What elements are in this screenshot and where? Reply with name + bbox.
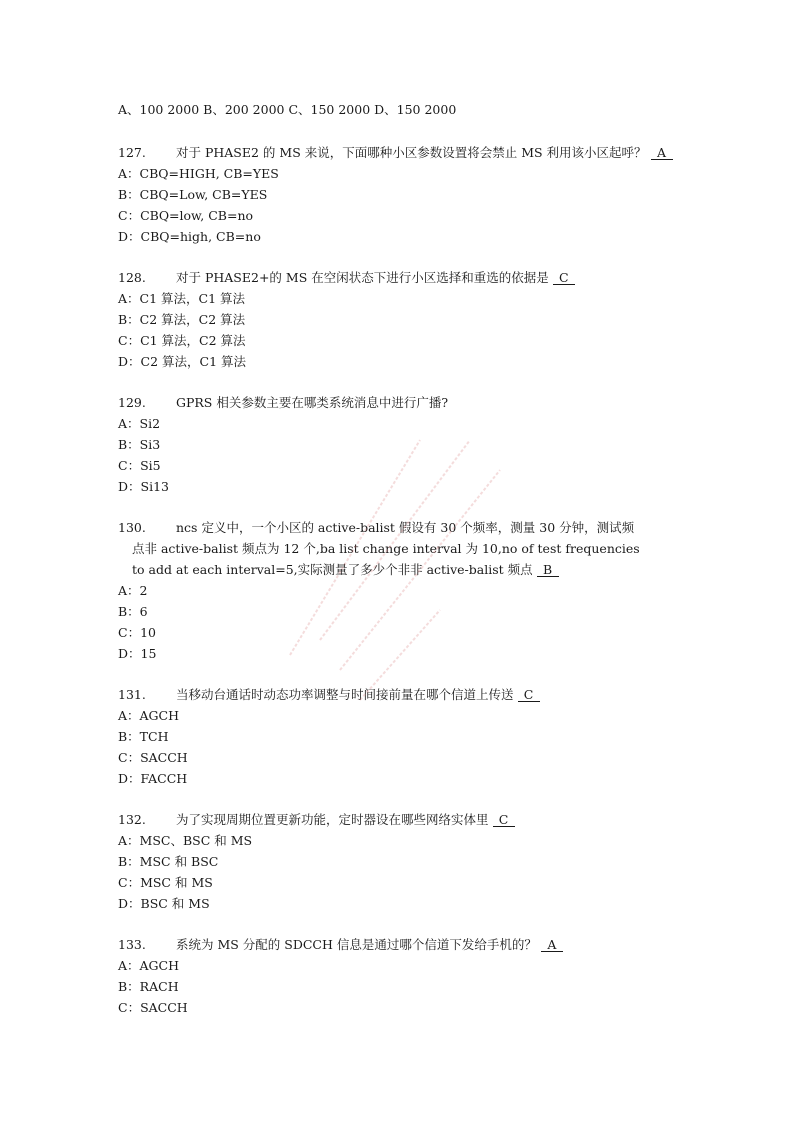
option-c: C：C1 算法，C2 算法	[118, 333, 246, 348]
option-c: C：CBQ=low, CB=no	[118, 208, 254, 223]
answer-blank: C	[518, 688, 540, 702]
option-b: B：TCH	[118, 729, 169, 744]
option-d: D：BSC 和 MS	[118, 896, 210, 911]
question-text: ncs 定义中，一个小区的 active-balist 假设有 30 个频率，测量 30 分钟，测试频	[176, 520, 635, 535]
option-d: D：15	[118, 646, 157, 661]
question-text: 当移动台通话时动态功率调整与时间接前量在哪个信道上传送	[176, 687, 514, 702]
option-b: B：6	[118, 604, 148, 619]
question-130-line2: 点非 active-balist 频点为 12 个,ba list change interval 为 10,no of test frequencies	[132, 541, 640, 556]
option-c: C：MSC 和 MS	[118, 875, 213, 890]
option-a: A：AGCH	[118, 708, 180, 723]
question-text: GPRS 相关参数主要在哪类系统消息中进行广播?	[176, 395, 449, 410]
question-number: 132.	[118, 812, 146, 827]
option-b: B：Si3	[118, 437, 161, 452]
option-d: D：FACCH	[118, 771, 188, 786]
question-text-cont: to add at each interval=5,实际测量了多少个非非 active-balist 频点	[132, 562, 533, 577]
option-b: B：C2 算法，C2 算法	[118, 312, 246, 327]
question-number: 131.	[118, 687, 146, 702]
option-b: B：CBQ=Low, CB=YES	[118, 187, 268, 202]
answer-blank: A	[651, 146, 673, 160]
option-c: C：SACCH	[118, 750, 188, 765]
option-d: D：Si13	[118, 479, 169, 494]
question-text: 为了实现周期位置更新功能，定时器设在哪些网络实体里	[176, 812, 489, 827]
option-d: D：C2 算法，C1 算法	[118, 354, 247, 369]
question-text: 对于 PHASE2 的 MS 来说，下面哪种小区参数设置将会禁止 MS 利用该小区起呼？	[176, 145, 647, 160]
answer-blank: C	[493, 813, 515, 827]
option-c: C：10	[118, 625, 156, 640]
option-a: A：C1 算法，C1 算法	[118, 291, 246, 306]
question-number: 127.	[118, 145, 146, 160]
answer-blank: C	[553, 271, 575, 285]
question-number: 129.	[118, 395, 146, 410]
option-d: D：CBQ=high, CB=no	[118, 229, 261, 244]
option-b: B：MSC 和 BSC	[118, 854, 219, 869]
question-number: 133.	[118, 937, 146, 952]
option-a: A：CBQ=HIGH, CB=YES	[118, 166, 279, 181]
option-a: A：AGCH	[118, 958, 180, 973]
answer-blank: B	[537, 563, 559, 577]
option-b: B：RACH	[118, 979, 179, 994]
option-c: C：Si5	[118, 458, 161, 473]
question-text: 对于 PHASE2+的 MS 在空闲状态下进行小区选择和重选的依据是	[176, 270, 549, 285]
question-number: 128.	[118, 270, 146, 285]
option-a: A：Si2	[118, 416, 161, 431]
answer-blank: A	[541, 938, 563, 952]
option-c: C：SACCH	[118, 1000, 188, 1015]
option-a: A：MSC、BSC 和 MS	[118, 833, 253, 848]
question-text: 系统为 MS 分配的 SDCCH 信息是通过哪个信道下发给手机的？	[176, 937, 537, 952]
question-number: 130.	[118, 520, 146, 535]
option-a: A：2	[118, 583, 148, 598]
prev-question-options: A、100 2000 B、200 2000 C、150 2000 D、150 2000	[118, 102, 457, 117]
